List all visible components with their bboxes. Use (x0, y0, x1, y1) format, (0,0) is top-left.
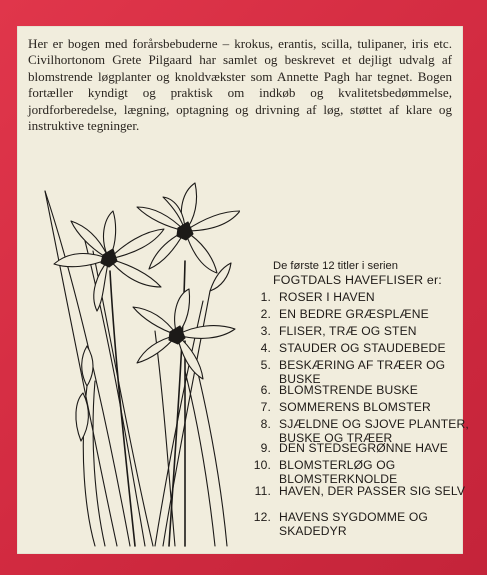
list-item (243, 325, 469, 339)
list-item-title: BLOMSTERLØG OG BLOMSTERKNOLDE (279, 458, 398, 486)
list-item-title: HAVENS SYGDOMME OG SKADEDYR (279, 510, 428, 538)
series-intro: De første 12 titler i serien (273, 260, 398, 272)
list-item (243, 485, 469, 499)
list-item (243, 342, 469, 356)
list-item (243, 442, 469, 456)
list-item (243, 291, 469, 305)
list-item (243, 359, 469, 386)
list-item-number: 8. (260, 417, 271, 431)
list-item (243, 511, 469, 538)
list-item-number: 5. (260, 358, 271, 372)
list-item-number: 9. (260, 441, 271, 455)
list-item-number: 3. (260, 324, 271, 338)
list-item-title: BESKÆRING AF TRÆER OG BUSKE (279, 358, 446, 386)
list-item-number: 12. (253, 510, 271, 524)
list-item-title: EN BEDRE GRÆSPLÆNE (279, 307, 429, 321)
list-item (243, 459, 469, 486)
list-item-number: 2. (260, 307, 271, 321)
list-item-number: 6. (260, 383, 271, 397)
list-item-title: BLOMSTRENDE BUSKE (279, 383, 418, 397)
list-item (243, 384, 469, 398)
cover-panel (17, 26, 469, 554)
series-title: FOGTDALS HAVEFLISER er: (273, 273, 442, 287)
flower-illustration-icon (35, 171, 240, 551)
list-item-title: DEN STEDSEGRØNNE HAVE (279, 441, 448, 455)
list-item (243, 308, 469, 322)
list-item-title: HAVEN, DER PASSER SIG SELV (279, 484, 466, 498)
list-item-number: 4. (260, 341, 271, 355)
list-item-title: FLISER, TRÆ OG STEN (279, 324, 417, 338)
list-item-number: 10. (253, 458, 271, 472)
list-item-title: STAUDER OG STAUDEBEDE (279, 341, 446, 355)
list-item (243, 401, 469, 415)
list-item-number: 7. (260, 400, 271, 414)
book-description: Her er bogen med forårsbebuderne – krokus, erantis, scilla, tulipaner, iris etc. Civilhortonom Grete Pilgaard har samlet og beskrevet et dejligt udvalg af blomstrende løgplanter og knoldvækster som Annette Pagh har tegnet. Bogen fortæller kyndigt og praktisk om indkøb og kvalitetsbedømmelse, jordforberedelse, lægning, optagning og drivning af løg, støttet af klare og instruktive tegninger. (28, 36, 452, 134)
list-item-title: SOMMERENS BLOMSTER (279, 400, 431, 414)
list-item-title: SJÆLDNE OG SJOVE PLANTER, BUSKE OG TRÆER (279, 417, 469, 445)
list-item-number: 1. (260, 290, 271, 304)
list-item-title: ROSER I HAVEN (279, 290, 375, 304)
list-item-number: 11. (254, 484, 271, 498)
